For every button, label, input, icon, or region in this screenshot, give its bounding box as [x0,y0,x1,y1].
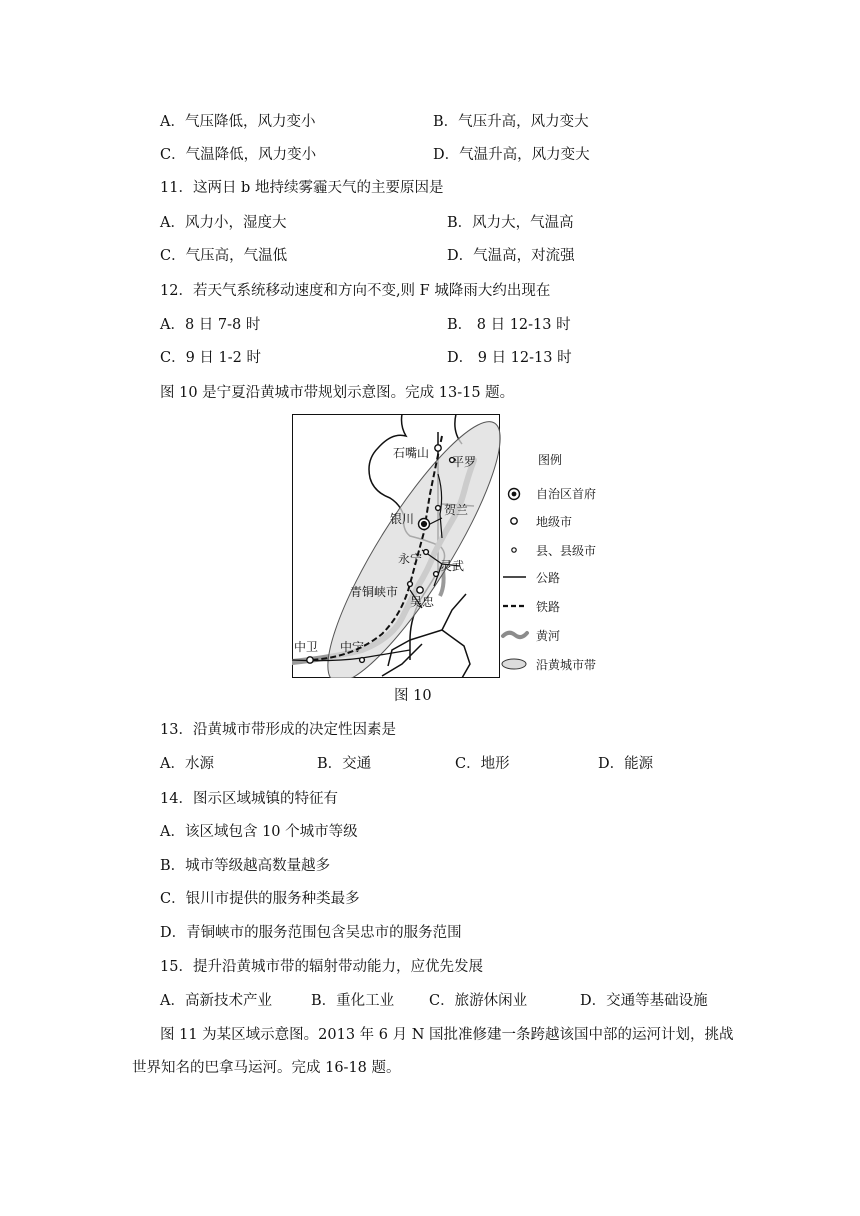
marker-yinchuan-inner [422,522,427,527]
legend-county-icon [512,548,516,552]
q13-option-d: D．能源 [598,756,654,772]
label-shizuishan: 石嘴山 [393,446,430,460]
legend-belt-icon [502,659,526,669]
q12-stem: 12．若天气系统移动速度和方向不变,则 F 城降雨大约出现在 [160,283,551,299]
marker-lingwu [434,572,439,577]
label-yongning: 永宁 [398,552,423,566]
legend-railway: 铁路 [536,600,561,614]
legend-river: 黄河 [536,629,561,643]
legend-capital: 自治区首府 [536,487,597,501]
q15-option-b: B．重化工业 [311,993,395,1009]
q12-option-a: A．8 日 7-8 时 [160,317,261,333]
figure10-intro: 图 10 是宁夏沿黄城市带规划示意图。完成 13-15 题。 [160,385,515,401]
label-qingtongxia: 青铜峡市 [350,585,399,599]
q14-stem: 14．图示区域城镇的特征有 [160,791,338,807]
marker-qingtongxia [408,582,413,587]
q13-option-a: A．水源 [160,756,214,772]
map-legend [502,452,596,672]
q10-option-a: A．气压降低，风力变小 [160,114,316,130]
q15-option-d: D．交通等基础设施 [580,993,708,1009]
q11-stem: 11．这两日 b 地持续雾霾天气的主要原因是 [160,180,444,196]
label-yinchuan: 银川 [390,512,415,526]
label-wuzhong: 吴忠 [410,595,435,609]
marker-yongning [424,550,429,555]
label-zhongning: 中宁 [340,640,365,654]
marker-zhongwei [307,657,313,663]
q14-option-a: A．该区域包含 10 个城市等级 [160,824,358,840]
q12-option-b: B． 8 日 12-13 时 [447,317,571,333]
marker-helan [436,506,441,511]
legend-county: 县、县级市 [536,544,597,558]
label-zhongwei: 中卫 [294,640,319,654]
q11-option-b: B．风力大，气温高 [447,215,574,231]
label-helan: 贺兰 [444,503,469,517]
q15-stem: 15．提升沿黄城市带的辐射带动能力，应优先发展 [160,959,483,975]
figure11-intro-line2: 世界知名的巴拿马运河。完成 16-18 题。 [132,1060,401,1076]
q15-option-a: A．高新技术产业 [160,993,272,1009]
legend-capital-icon-inner [512,492,517,497]
q10-option-d: D．气温升高，风力变大 [433,147,590,163]
label-pingluo: 平罗 [452,455,477,469]
legend-belt: 沿黄城市带 [536,658,597,672]
legend-prefecture-icon [511,518,517,524]
q14-option-b: B．城市等级越高数量越多 [160,858,331,874]
q11-option-c: C．气压高，气温低 [160,248,288,264]
q14-option-c: C．银川市提供的服务种类最多 [160,891,360,907]
legend-prefecture: 地级市 [536,515,573,529]
figure10-map [292,414,625,678]
q12-option-d: D． 9 日 12-13 时 [447,350,572,366]
q13-stem: 13．沿黄城市带形成的决定性因素是 [160,722,396,738]
q14-option-d: D．青铜峡市的服务范围包含吴忠市的服务范围 [160,925,462,941]
q11-option-a: A．风力小，湿度大 [160,215,287,231]
q13-option-b: B．交通 [317,756,372,772]
q13-option-c: C．地形 [455,756,510,772]
label-lingwu: 灵武 [440,559,465,573]
legend-river-icon [503,633,527,637]
figure11-intro-line1: 图 11 为某区域示意图。2013 年 6 月 N 国批准修建一条跨越该国中部的运河计划，挑战 [160,1027,734,1043]
q10-option-c: C．气温降低，风力变小 [160,147,317,163]
marker-wuzhong [417,587,423,593]
marker-zhongning [360,658,365,663]
q15-option-c: C．旅游休闲业 [429,993,528,1009]
figure10-caption: 图 10 [394,688,432,704]
marker-shizuishan [435,445,441,451]
q11-option-d: D．气温高，对流强 [447,248,575,264]
q10-option-b: B．气压升高，风力变大 [433,114,589,130]
legend-title: 图例 [538,453,563,467]
q12-option-c: C．9 日 1-2 时 [160,350,261,366]
legend-road: 公路 [536,571,561,585]
